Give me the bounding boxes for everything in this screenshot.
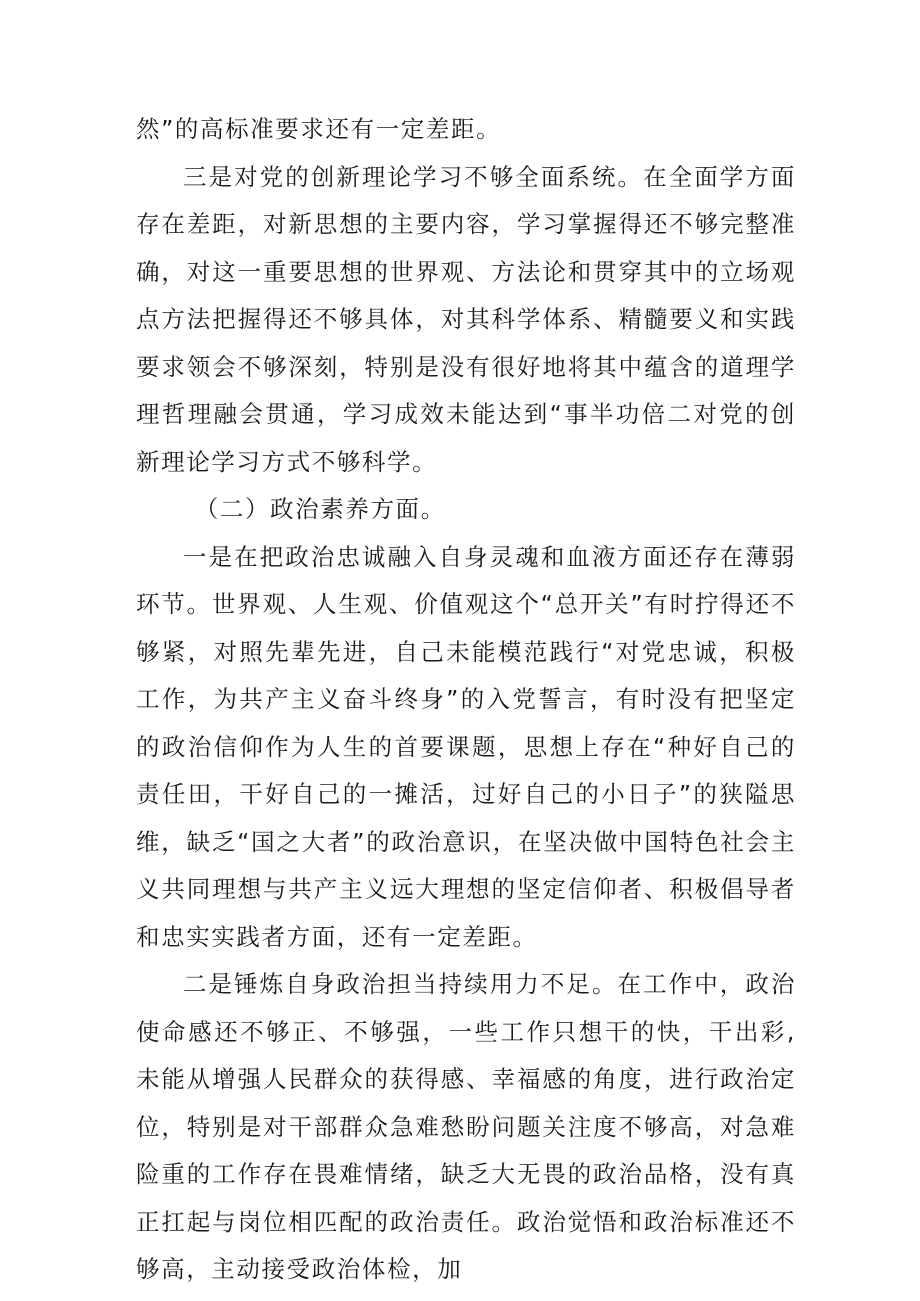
section-heading-political-literacy: （二）政治素养方面。 — [194, 495, 446, 523]
paragraph-theory-study: 三是对党的创新理论学习不够全面系统。在全面学方面存在差距，对新思想的主要内容，学习掌握得还不够完整准确，对这一重要思想的世界观、方法论和贯穿其中的立场观点方法把握得还不够具体，对其科学体系、精髓要义和实践要求领会不够深刻，特别是没有很好地将其中蕴含的道理学理哲理融会贯通，学习成效未能达到“事半功倍二对党的创新理论学习方式不够科学。 — [136, 162, 796, 476]
body-text — [136, 106, 796, 1294]
paragraph-political-responsibility: 二是锤炼自身政治担当持续用力不足。在工作中，政治使命感还不够正、不够强，一些工作只想干的快，干出彩,未能从增强人民群众的获得感、幸福感的角度，进行政治定位，特别是对干部群众急难愁盼问题关注度不够高，对急难险重的工作存在畏难情绪，缺乏大无畏的政治品格，没有真正扛起与岗位相匹配的政治责任。政治觉悟和政治标准还不够高，主动接受政治体检，加 — [136, 970, 796, 1283]
paragraph-continuation: 然”的高标准要求还有一定差距。 — [136, 115, 502, 143]
paragraph-political-loyalty: 一是在把政治忠诚融入自身灵魂和血液方面还存在薄弱环节。世界观、人生观、价值观这个“总开关”有时拧得还不够紧，对照先辈先进，自己未能模范践行“对党忠诚，积极工作，为共产主义奋斗终身”的入党誓言，有时没有把坚定的政治信仰作为人生的首要课题，思想上存在“种好自己的责任田，干好自己的一摊活，过好自己的小日子”的狭隘思维，缺乏“国之大者”的政治意识，在坚决做中国特色社会主义共同理想与共产主义远大理想的坚定信仰者、积极倡导者和忠实实践者方面，还有一定差距。 — [136, 542, 796, 951]
